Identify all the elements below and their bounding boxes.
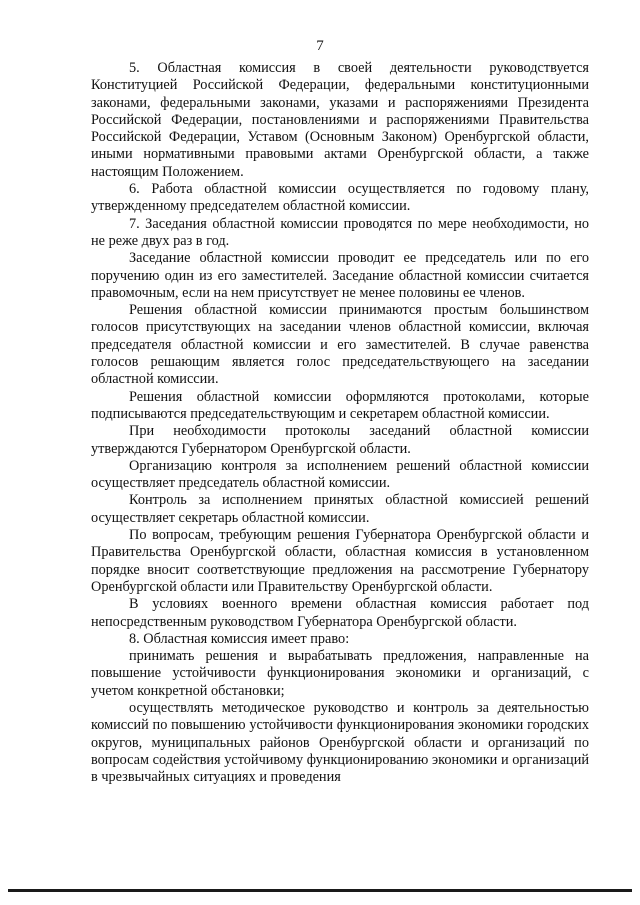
paragraph-wartime: В условиях военного времени областная комиссия работает под непосредственным руководством Губернатора Оренбургской области. (91, 596, 589, 630)
page-number: 7 (316, 38, 324, 54)
paragraph-decisions-protocols: Решения областной комиссии оформляются протоколами, которые подписываются председательствующим и секретарем областной комиссии. (91, 388, 589, 422)
paragraph-control-secretary: Контроль за исполнением принятых областной комиссией решений осуществляет секретарь областной комиссии. (91, 492, 589, 526)
paragraph-right-guidance: осуществлять методическое руководство и контроль за деятельностью комиссий по повышению устойчивости функционирования экономики городских округов, муниципальных районов Оренбургской области и организаций по вопросам содействия устойчивому функционированию экономики и организаций в чрезвычайных ситуациях и проведения (91, 699, 589, 786)
paragraph-clause-8: 8. Областная комиссия имеет право: (129, 630, 350, 647)
paragraph-decisions-voting: Решения областной комиссии принимаются простым большинством голосов присутствующих на заседании членов областной комиссии, включая председателя областной комиссии и его заместителей. В случае равенства голосов решающим является голос председательствующего на заседании областной комиссии. (91, 302, 589, 388)
paragraph-control-organization: Организацию контроля за исполнением решений областной комиссии осуществляет председатель областной комиссии. (91, 457, 589, 492)
paragraph-protocol-approval: При необходимости протоколы заседаний областной комиссии утверждаются Губернатором Оренбургской области. (91, 423, 589, 457)
document-body (91, 60, 589, 786)
paragraph-proposals: По вопросам, требующим решения Губернатора Оренбургской области и Правительства Оренбургской области, областная комиссия в установленном порядке вносит соответствующие предложения на рассмотрение Губернатору Оренбургской области или Правительству Оренбургской области. (91, 527, 589, 595)
paragraph-clause-6: 6. Работа областной комиссии осуществляется по годовому плану, утвержденному председателем областной комиссии. (91, 181, 589, 215)
paragraph-clause-7: 7. Заседания областной комиссии проводятся по мере необходимости, но не реже двух раз в год. (91, 215, 589, 249)
bottom-rule (8, 889, 632, 892)
paragraph-meeting-chair: Заседание областной комиссии проводит ее председатель или по его поручению один из его заместителей. Заседание областной комиссии считается правомочным, если на нем присутствует не менее половины ее членов. (91, 250, 589, 301)
paragraph-right-decisions: принимать решения и вырабатывать предложения, направленные на повышение устойчивости функционирования экономики и организаций, с учетом конкретной обстановки; (91, 648, 589, 699)
paragraph-clause-5: 5. Областная комиссия в своей деятельности руководствуется Конституцией Российской Федерации, федеральными конституционными законами, федеральными законами, указами и распоряжениями Президента Российской Федерации, постановлениями и распоряжениями Правительства Российской Федерации, Уставом (Основным Законом) Оренбургской области, иными нормативными правовыми актами Оренбургской области, а также настоящим Положением. (91, 60, 589, 180)
